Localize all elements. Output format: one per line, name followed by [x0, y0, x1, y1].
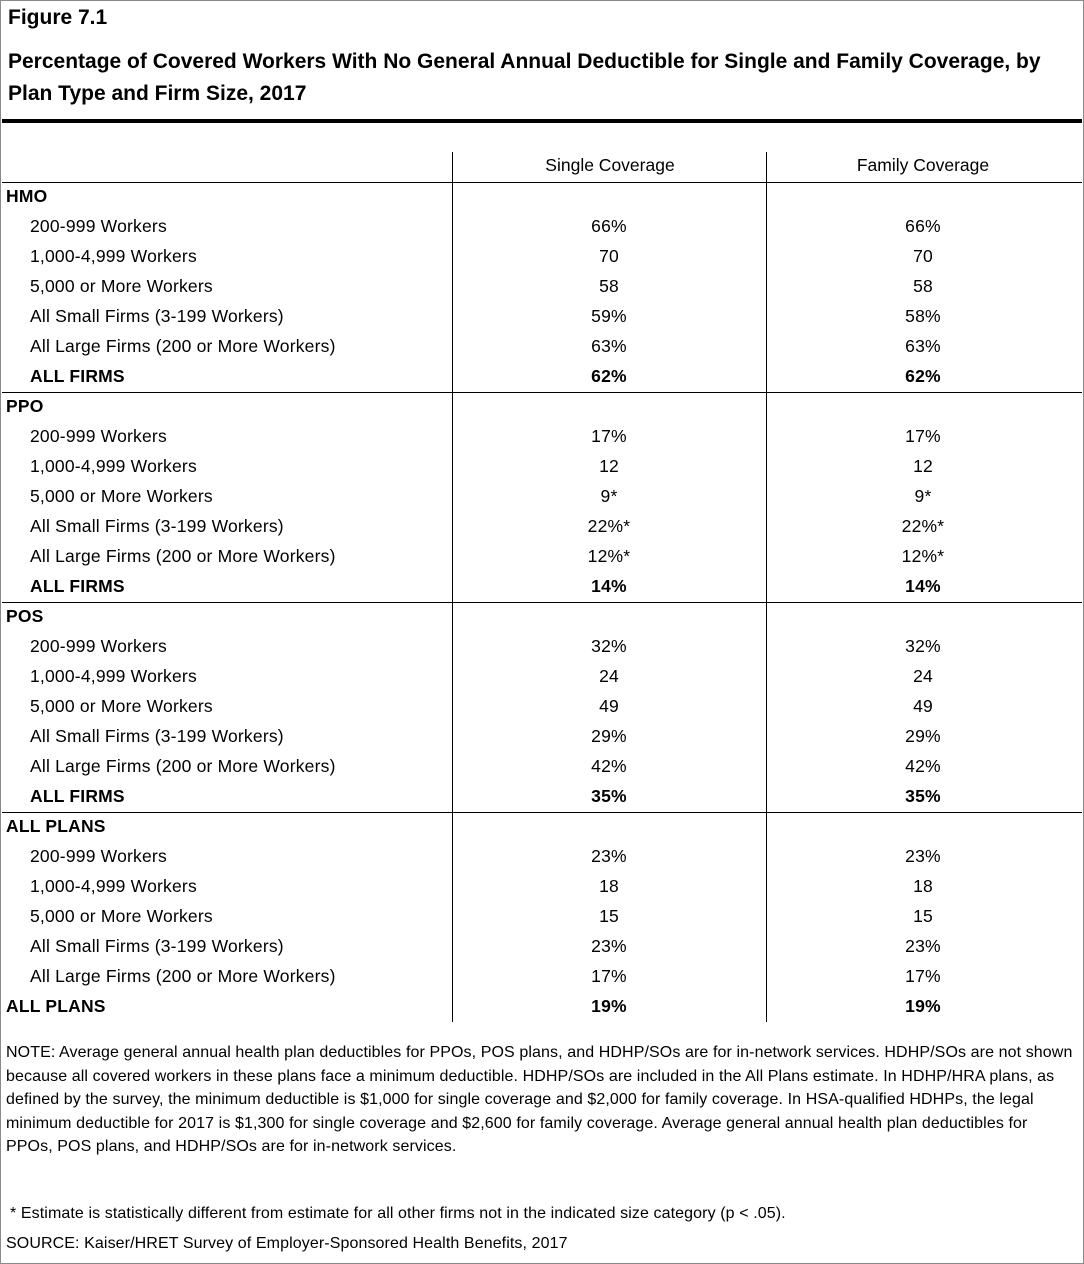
single-coverage-value: 17%: [591, 966, 627, 986]
section-header: [0, 602, 1084, 632]
column-header-family: Family Coverage: [856, 155, 990, 175]
single-coverage-value: 12%*: [587, 546, 631, 566]
section-header: [0, 812, 1084, 842]
total-row: [0, 992, 1084, 1022]
table-row: [0, 872, 1084, 902]
single-coverage-value: 15: [599, 906, 619, 926]
family-coverage-value: 23%: [905, 936, 941, 956]
family-coverage-value: 9*: [914, 486, 932, 506]
single-coverage-total: 35%: [591, 786, 627, 806]
family-coverage-total: 19%: [905, 996, 941, 1016]
table-row: [0, 242, 1084, 272]
single-coverage-value: 59%: [591, 306, 627, 326]
single-coverage-value: 70: [599, 246, 619, 266]
single-coverage-value: 23%: [591, 846, 627, 866]
table-row: [0, 932, 1084, 962]
row-label: 1,000-4,999 Workers: [30, 876, 197, 896]
footnote-text: * Estimate is statistically different from estimate for all other firms not in the indicated size category (p < .05).: [10, 1205, 786, 1222]
figure-label: Figure 7.1: [8, 6, 108, 29]
section-label: PPO: [6, 396, 44, 416]
single-coverage-total: 19%: [591, 996, 627, 1016]
family-coverage-value: 63%: [905, 336, 941, 356]
family-coverage-value: 58: [913, 276, 933, 296]
row-label: All Large Firms (200 or More Workers): [30, 756, 336, 776]
family-coverage-value: 24: [913, 666, 933, 686]
table-row: [0, 542, 1084, 572]
total-label: ALL FIRMS: [30, 576, 125, 596]
section-header: [0, 392, 1084, 422]
row-label: All Small Firms (3-199 Workers): [30, 306, 284, 326]
table-row: [0, 722, 1084, 752]
family-coverage-value: 12: [913, 456, 933, 476]
table-row: [0, 512, 1084, 542]
family-coverage-total: 14%: [905, 576, 941, 596]
row-label: 1,000-4,999 Workers: [30, 456, 197, 476]
row-label: All Small Firms (3-199 Workers): [30, 936, 284, 956]
family-coverage-value: 42%: [905, 756, 941, 776]
family-coverage-value: 58%: [905, 306, 941, 326]
row-label: 5,000 or More Workers: [30, 906, 213, 926]
title-divider: [2, 119, 1082, 123]
family-coverage-value: 32%: [905, 636, 941, 656]
single-coverage-value: 17%: [591, 426, 627, 446]
single-coverage-value: 22%*: [587, 516, 631, 536]
section-header: [0, 182, 1084, 212]
row-label: All Small Firms (3-199 Workers): [30, 726, 284, 746]
family-coverage-value: 23%: [905, 846, 941, 866]
total-row: [0, 572, 1084, 602]
table-row: [0, 692, 1084, 722]
row-label: 200-999 Workers: [30, 846, 167, 866]
table-row: [0, 632, 1084, 662]
family-coverage-value: 29%: [905, 726, 941, 746]
total-label: ALL FIRMS: [30, 786, 125, 806]
total-row: [0, 362, 1084, 392]
table-row: [0, 842, 1084, 872]
single-coverage-value: 66%: [591, 216, 627, 236]
family-coverage-value: 22%*: [901, 516, 945, 536]
row-label: 5,000 or More Workers: [30, 276, 213, 296]
row-label: 200-999 Workers: [30, 636, 167, 656]
table-row: [0, 662, 1084, 692]
table-row: [0, 272, 1084, 302]
family-coverage-value: 49: [913, 696, 933, 716]
total-row: [0, 782, 1084, 812]
table-row: [0, 452, 1084, 482]
table-row: [0, 962, 1084, 992]
source-text: SOURCE: Kaiser/HRET Survey of Employer-Sponsored Health Benefits, 2017: [6, 1235, 568, 1252]
table-row: [0, 482, 1084, 512]
total-label: ALL FIRMS: [30, 366, 125, 386]
single-coverage-value: 9*: [600, 486, 618, 506]
table-row: [0, 422, 1084, 452]
family-coverage-value: 70: [913, 246, 933, 266]
row-label: 1,000-4,999 Workers: [30, 246, 197, 266]
column-header-single: Single Coverage: [545, 155, 675, 175]
row-label: 5,000 or More Workers: [30, 486, 213, 506]
single-coverage-value: 63%: [591, 336, 627, 356]
row-label: 200-999 Workers: [30, 216, 167, 236]
single-coverage-value: 42%: [591, 756, 627, 776]
table-row: [0, 902, 1084, 932]
row-label: 200-999 Workers: [30, 426, 167, 446]
family-coverage-value: 66%: [905, 216, 941, 236]
table-row: [0, 302, 1084, 332]
row-label: All Large Firms (200 or More Workers): [30, 336, 336, 356]
family-coverage-value: 12%*: [901, 546, 945, 566]
table-row: [0, 332, 1084, 362]
note-text: NOTE: Average general annual health plan deductibles for PPOs, POS plans, and HDHP/SOs are for in-network services. HDHP/SOs are not shown because all covered workers in these plans face a minimum deductible. HDHP/SOs are included in the All Plans estimate. In HDHP/HRA plans, as defined by the survey, the minimum deductible is $1,000 for single coverage and $2,000 for family coverage. In HSA-qualified HDHPs, the legal minimum deductible for 2017 is $1,300 for single coverage and $2,600 for family coverage. Average general annual health plan deductibles for PPOs, POS plans, and HDHP/SOs are for in-network services.: [6, 1044, 1073, 1156]
family-coverage-value: 17%: [905, 426, 941, 446]
single-coverage-value: 29%: [591, 726, 627, 746]
row-label: All Large Firms (200 or More Workers): [30, 966, 336, 986]
single-coverage-total: 62%: [591, 366, 627, 386]
single-coverage-value: 58: [599, 276, 619, 296]
single-coverage-value: 23%: [591, 936, 627, 956]
family-coverage-total: 62%: [905, 366, 941, 386]
single-coverage-value: 32%: [591, 636, 627, 656]
single-coverage-value: 18: [599, 876, 619, 896]
row-label: 1,000-4,999 Workers: [30, 666, 197, 686]
family-coverage-value: 15: [913, 906, 933, 926]
row-label: 5,000 or More Workers: [30, 696, 213, 716]
section-label: POS: [6, 606, 44, 626]
total-label: ALL PLANS: [6, 996, 106, 1016]
row-label: All Large Firms (200 or More Workers): [30, 546, 336, 566]
family-coverage-value: 17%: [905, 966, 941, 986]
row-label: All Small Firms (3-199 Workers): [30, 516, 284, 536]
single-coverage-value: 24: [599, 666, 619, 686]
section-label: HMO: [6, 186, 48, 206]
family-coverage-value: 18: [913, 876, 933, 896]
single-coverage-value: 49: [599, 696, 619, 716]
single-coverage-total: 14%: [591, 576, 627, 596]
table-row: [0, 752, 1084, 782]
single-coverage-value: 12: [599, 456, 619, 476]
figure-title: Percentage of Covered Workers With No General Annual Deductible for Single and Family Coverage, by Plan Type and Firm Size, 2017: [8, 50, 1041, 105]
family-coverage-total: 35%: [905, 786, 941, 806]
section-label: ALL PLANS: [6, 816, 106, 836]
table-row: [0, 212, 1084, 242]
